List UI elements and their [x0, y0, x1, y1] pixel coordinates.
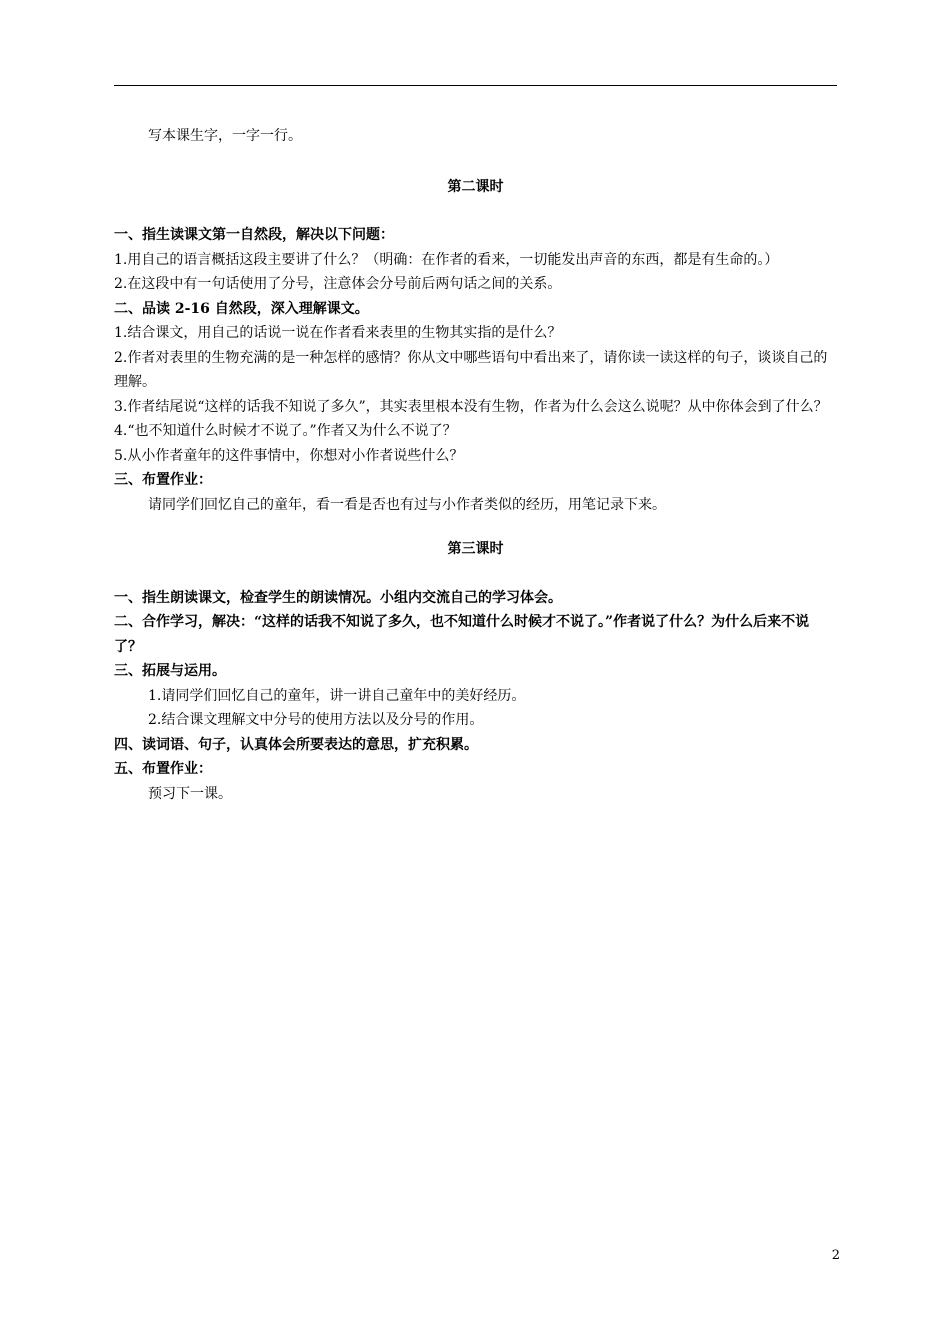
session-2-section-2-heading: 二、品读 2-16 自然段，深入理解课文。	[114, 300, 369, 317]
session-2-section-1-item-1: 1.用自己的语言概括这段主要讲了什么？（明确：在作者的看来，一切能发出声音的东西，都是有生命的。）	[114, 251, 779, 268]
session-3-section-5-heading: 五、布置作业：	[114, 761, 212, 777]
header-rule	[114, 85, 837, 86]
session-3-section-2-heading: 二、合作学习，解决：“这样的话我不知说了多久，也不知道什么时候才不说了。”作者说了什么？为什么后来不说了？	[114, 614, 810, 655]
session-3-section-4-heading: 四、读词语、句子，认真体会所要表达的意思，扩充积累。	[114, 736, 478, 753]
session-2-section-3-heading: 三、布置作业：	[114, 472, 212, 488]
page-number: 2	[831, 1248, 840, 1263]
session-3-section-1-heading: 一、指生朗读课文，检查学生的朗读情况。小组内交流自己的学习体会。	[114, 589, 562, 606]
session-2-title: 第二课时	[447, 178, 504, 195]
session-2-section-2-item-3: 3.作者结尾说“这样的话我不知说了多久”，其实表里根本没有生物，作者为什么会这么说呢？从中你体会到了什么？	[114, 398, 828, 415]
session-3-section-3-heading: 三、拓展与运用。	[114, 663, 226, 679]
session-2-section-1-heading: 一、指生读课文第一自然段，解决以下问题：	[114, 227, 394, 243]
session-2-section-2-item-1: 1.结合课文，用自己的话说一说在作者看来表里的生物其实指的是什么？	[114, 325, 562, 341]
spacer	[114, 199, 837, 223]
session-2-section-2-item-4: 4.“也不知道什么时候才不说了。”作者又为什么不说了？	[114, 423, 457, 439]
session-2-section-3-text: 请同学们回忆自己的童年，看一看是否也有过与小作者类似的经历，用笔记录下来。	[148, 496, 666, 513]
session-3-section-5-text: 预习下一课。	[148, 785, 232, 802]
session-3-section-3-item-1: 1.请同学们回忆自己的童年，讲一讲自己童年中的美好经历。	[148, 687, 526, 704]
session-2-section-2-item-2: 2.作者对表里的生物充满的是一种怎样的感情？你从文中哪些语句中看出来了，请你读一读这样的句子，谈谈自己的理解。	[114, 349, 828, 390]
document-body	[114, 124, 837, 806]
spacer	[114, 149, 837, 175]
session-2-section-2-item-5: 5.从小作者童年的这件事情中，你想对小作者说些什么？	[114, 447, 464, 464]
session-3-title: 第三课时	[447, 541, 504, 557]
spacer	[114, 517, 837, 537]
session-3-section-3-item-2: 2.结合课文理解文中分号的使用方法以及分号的作用。	[148, 712, 484, 728]
session-2-section-1-item-2: 2.在这段中有一句话使用了分号，注意体会分号前后两句话之间的关系。	[114, 276, 562, 292]
spacer	[114, 562, 837, 586]
intro-line: 写本课生字，一字一行。	[148, 128, 302, 144]
